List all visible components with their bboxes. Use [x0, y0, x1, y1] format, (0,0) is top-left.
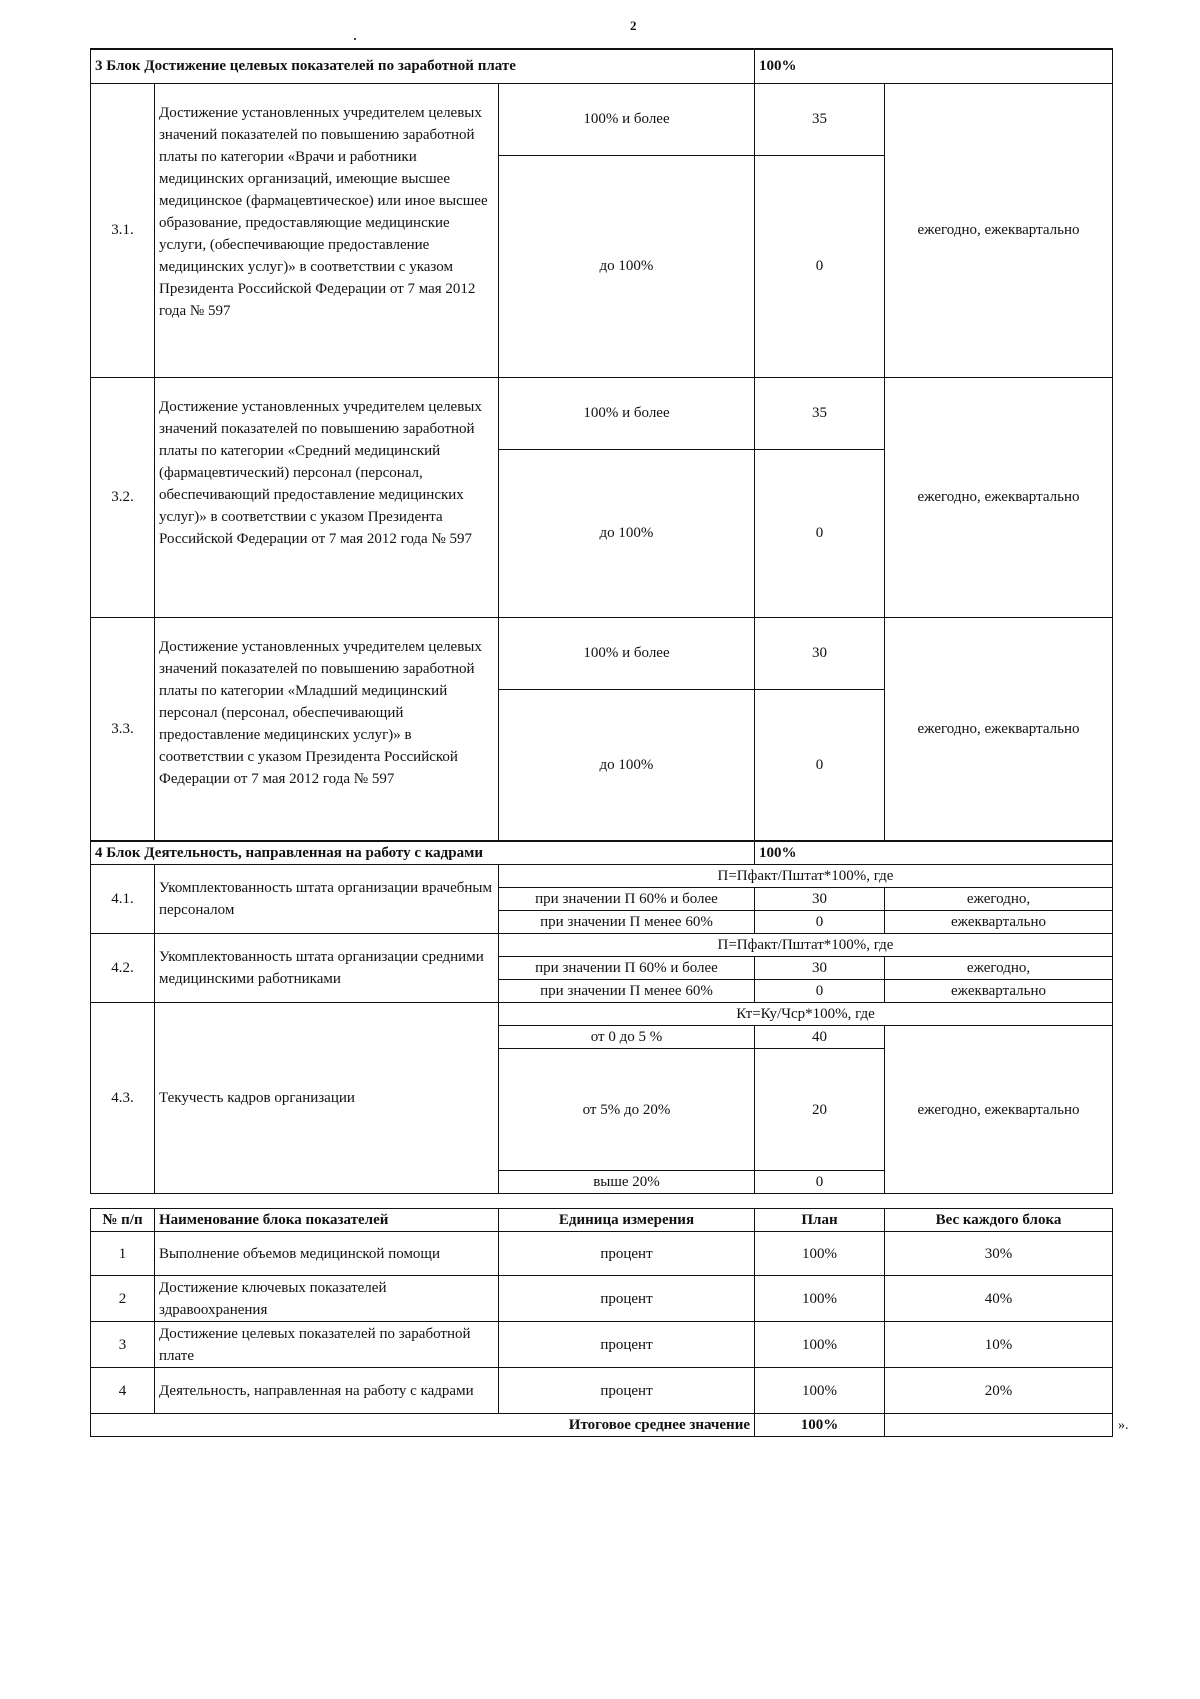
periodicity: ежеквартально [885, 911, 1113, 934]
formula: П=Пфакт/Пштат*100%, где [499, 934, 1113, 957]
condition: 100% и более [499, 617, 755, 689]
total-label: Итоговое среднее значение [91, 1414, 755, 1437]
formula: П=Пфакт/Пштат*100%, где [499, 865, 1113, 888]
weight: 20% [885, 1368, 1113, 1414]
condition: до 100% [499, 449, 755, 617]
periodicity: ежегодно, [885, 957, 1113, 980]
unit: процент [499, 1368, 755, 1414]
unit: процент [499, 1322, 755, 1368]
plan: 100% [755, 1368, 885, 1414]
summary-table [90, 1208, 1113, 1437]
indicator-description: Достижение установленных учредителем целевых значений показателей по повышению заработной платы по категории «Средний медицинский (фармацевтический) персонал (персонал, обеспечивающий предоставление медицинских услуг)» в соответствии с указом Президента Российской Федерации от 7 мая 2012 года № 597 [155, 377, 499, 617]
periodicity: ежеквартально [885, 980, 1113, 1003]
block3-title: 3 Блок Достижение целевых показателей по заработной плате [91, 49, 755, 83]
condition: 100% и более [499, 83, 755, 155]
score: 0 [755, 911, 885, 934]
block4-title: 4 Блок Деятельность, направленная на работу с кадрами [91, 841, 755, 865]
score: 30 [755, 888, 885, 911]
periodicity: ежегодно, [885, 888, 1113, 911]
periodicity: ежегодно, ежеквартально [885, 617, 1113, 841]
block-name: Выполнение объемов медицинской помощи [155, 1232, 499, 1276]
indicator-description: Достижение установленных учредителем целевых значений показателей по повышению заработной платы по категории «Младший медицинский персонал (персонал, обеспечивающий предоставление медицинских услуг)» в соответствии с указом Президента Российской Федерации от 7 мая 2012 года № 597 [155, 617, 499, 841]
row-number: 1 [91, 1232, 155, 1276]
table-row [91, 1322, 1113, 1368]
weight: 30% [885, 1232, 1113, 1276]
score: 35 [755, 83, 885, 155]
score: 0 [755, 980, 885, 1003]
indicators-table [90, 48, 1113, 1194]
score: 0 [755, 449, 885, 617]
plan: 100% [755, 1232, 885, 1276]
page-number: 2 [630, 18, 637, 33]
block4-weight: 100% [755, 841, 885, 865]
table-row [91, 1232, 1113, 1276]
condition: при значении П 60% и более [499, 957, 755, 980]
condition: при значении П менее 60% [499, 980, 755, 1003]
condition: от 0 до 5 % [499, 1026, 755, 1049]
row-number: 2 [91, 1276, 155, 1322]
condition: при значении П менее 60% [499, 911, 755, 934]
table-row [91, 1368, 1113, 1414]
weight: 10% [885, 1322, 1113, 1368]
condition: 100% и более [499, 377, 755, 449]
condition: от 5% до 20% [499, 1049, 755, 1171]
closing-quote-mark: ». [1118, 1418, 1129, 1433]
block-name: Достижение ключевых показателей здравоохранения [155, 1276, 499, 1322]
indicator-description: Текучесть кадров организации [155, 1003, 499, 1194]
unit: процент [499, 1276, 755, 1322]
row-number: 4.1. [91, 865, 155, 934]
row-number: 3.2. [91, 377, 155, 617]
total-value: 100% [755, 1414, 885, 1437]
header-number: № п/п [91, 1209, 155, 1232]
block3-weight: 100% [755, 49, 885, 83]
score: 0 [755, 1171, 885, 1194]
block-name: Деятельность, направленная на работу с кадрами [155, 1368, 499, 1414]
row-number: 3 [91, 1322, 155, 1368]
indicator-description: Достижение установленных учредителем целевых значений показателей по повышению заработной платы по категории «Врачи и работники медицинских организаций, имеющие высшее медицинское (фармацевтическое) или иное высшее образование, предоставляющие медицинские услуги, (обеспечивающие предоставление медицинских услуг)» в соответствии с указом Президента Российской Федерации от 7 мая 2012 года № 597 [155, 83, 499, 377]
unit: процент [499, 1232, 755, 1276]
table-row [91, 1276, 1113, 1322]
condition: до 100% [499, 689, 755, 841]
score: 0 [755, 155, 885, 377]
weight: 40% [885, 1276, 1113, 1322]
periodicity: ежегодно, ежеквартально [885, 377, 1113, 617]
row-number: 3.3. [91, 617, 155, 841]
row-number: 4.2. [91, 934, 155, 1003]
score: 30 [755, 617, 885, 689]
indicator-description: Укомплектованность штата организации врачебным персоналом [155, 865, 499, 934]
header-block-name: Наименование блока показателей [155, 1209, 499, 1232]
indicator-description: Укомплектованность штата организации средними медицинскими работниками [155, 934, 499, 1003]
formula: Кт=Ку/Чср*100%, где [499, 1003, 1113, 1026]
periodicity: ежегодно, ежеквартально [885, 1026, 1113, 1194]
score: 0 [755, 689, 885, 841]
row-number: 4 [91, 1368, 155, 1414]
row-number: 4.3. [91, 1003, 155, 1194]
condition: выше 20% [499, 1171, 755, 1194]
score: 20 [755, 1049, 885, 1171]
score: 35 [755, 377, 885, 449]
condition: до 100% [499, 155, 755, 377]
periodicity: ежегодно, ежеквартально [885, 83, 1113, 377]
row-number: 3.1. [91, 83, 155, 377]
plan: 100% [755, 1276, 885, 1322]
condition: при значении П 60% и более [499, 888, 755, 911]
block-name: Достижение целевых показателей по заработной плате [155, 1322, 499, 1368]
header-plan: План [755, 1209, 885, 1232]
header-unit: Единица измерения [499, 1209, 755, 1232]
scan-speck [354, 38, 356, 40]
header-weight: Вес каждого блока [885, 1209, 1113, 1232]
plan: 100% [755, 1322, 885, 1368]
score: 30 [755, 957, 885, 980]
score: 40 [755, 1026, 885, 1049]
